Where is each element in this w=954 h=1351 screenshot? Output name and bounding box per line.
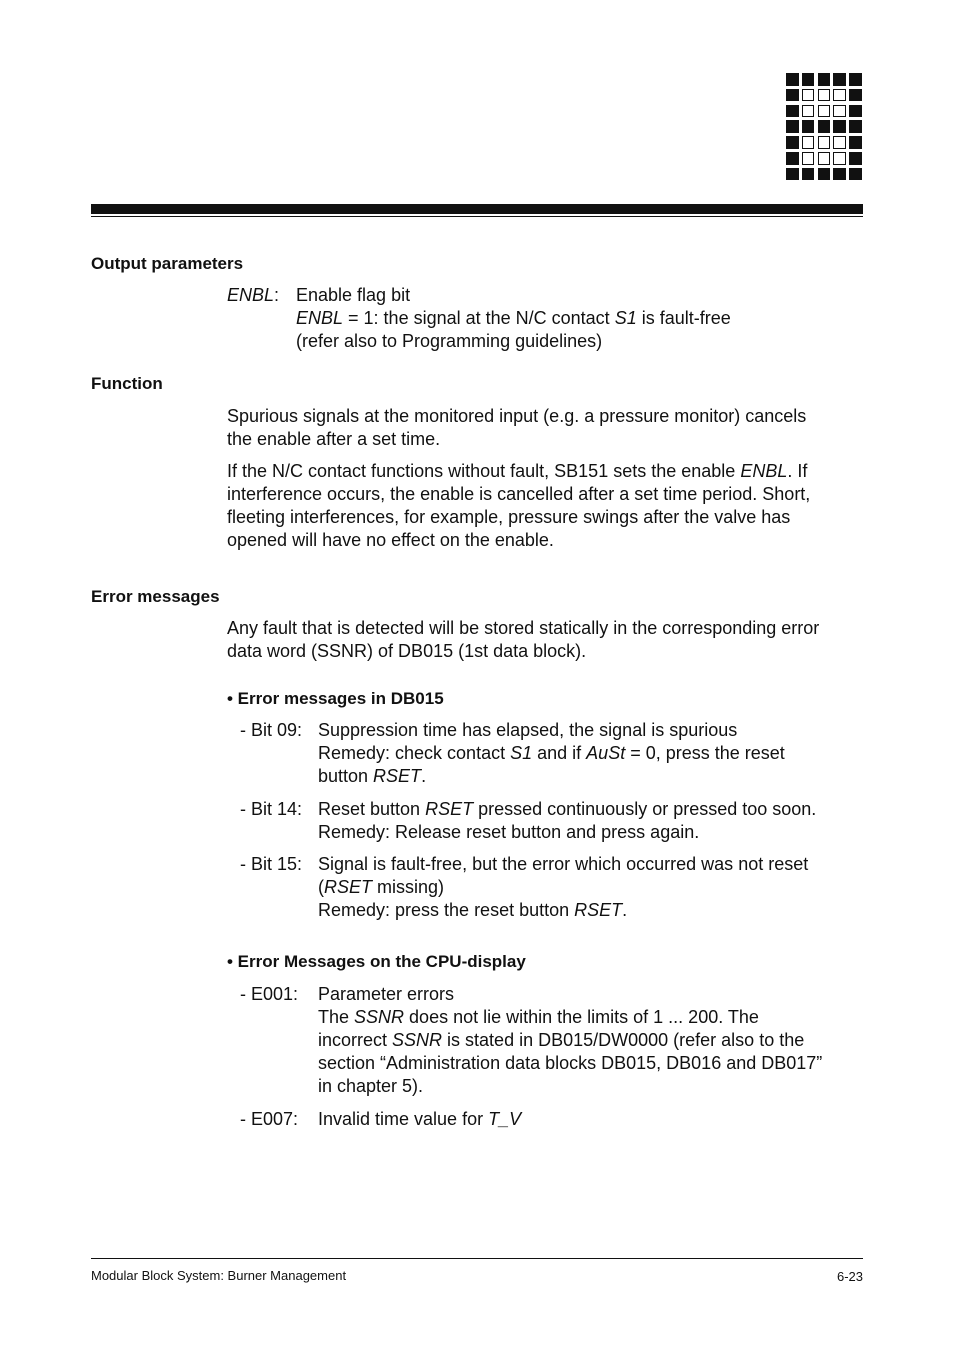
logo-cell (849, 73, 862, 86)
logo-cell (802, 89, 815, 102)
bit15-label: - Bit 15: (240, 854, 303, 874)
header-rule-thick (91, 204, 863, 214)
logo-cell (786, 105, 799, 118)
param-desc: Enable flag bit (296, 285, 411, 305)
e001-label: - E001: (240, 984, 299, 1004)
text: If the N/C contact functions without fault, SB151 sets the enable (227, 461, 741, 481)
section-heading-output-parameters: Output parameters (91, 254, 244, 273)
grid-logo (786, 73, 864, 183)
logo-cell (786, 136, 799, 149)
section-heading-error-messages: Error messages (91, 587, 220, 606)
footer-rule (91, 1258, 863, 1259)
line: Parameter errors (318, 984, 455, 1004)
param-rset: RSET (373, 766, 422, 786)
logo-cell (849, 120, 862, 133)
text: . If (787, 461, 808, 481)
logo-cell (802, 73, 815, 86)
line (318, 876, 808, 899)
logo-cell (833, 73, 846, 86)
line: fleeting interferences, for example, pressure swings after the valve has (227, 507, 791, 527)
logo-cell (818, 152, 831, 165)
param-ssnr: SSNR (392, 1030, 443, 1050)
text: Reset button (318, 799, 426, 819)
text: . (421, 766, 427, 786)
text: Remedy: press the reset button (318, 900, 575, 920)
line: Any fault that is detected will be stored statically in the corresponding error (227, 618, 820, 638)
e007-text (318, 1108, 521, 1131)
logo-cell (802, 168, 815, 181)
logo-cell (849, 89, 862, 102)
logo-cell (786, 89, 799, 102)
error-intro (227, 617, 819, 663)
text: = 0, press the reset (625, 743, 785, 763)
logo-cell (786, 168, 799, 181)
logo-cell (802, 105, 815, 118)
line (318, 742, 785, 765)
logo-cell (818, 73, 831, 86)
e001-text (318, 983, 822, 1098)
line: Signal is fault-free, but the error which occurred was not reset (318, 854, 809, 874)
param-ssnr: SSNR (354, 1007, 405, 1027)
text: does not lie within the limits of 1 ... 200. The (404, 1007, 759, 1027)
footer-title: Modular Block System: Burner Management (91, 1268, 347, 1283)
logo-cell (818, 120, 831, 133)
line: in chapter 5). (318, 1076, 424, 1096)
param-enbl (227, 284, 279, 307)
text: button (318, 766, 374, 786)
line (318, 1006, 822, 1029)
text: is fault-free (636, 308, 731, 328)
logo-cell (833, 152, 846, 165)
param-name-inline: ENBL (296, 308, 344, 328)
logo-cell (833, 136, 846, 149)
line: section “Administration data blocks DB015, DB016 and DB017” (318, 1053, 823, 1073)
line (227, 460, 810, 483)
line (318, 899, 808, 922)
param-rset: RSET (574, 900, 623, 920)
bit14-text (318, 798, 816, 844)
header-rule-thin (91, 216, 863, 217)
text: . (622, 900, 628, 920)
logo-cell (786, 120, 799, 133)
logo-cell (802, 136, 815, 149)
e007-label: - E007: (240, 1109, 299, 1129)
logo-cell (786, 73, 799, 86)
line (318, 765, 785, 788)
logo-cell (833, 105, 846, 118)
text: The (318, 1007, 355, 1027)
bit09-label: - Bit 09: (240, 720, 303, 740)
text: incorrect (318, 1030, 393, 1050)
page-number: 6-23 (836, 1269, 863, 1284)
bit15-text (318, 853, 808, 922)
line: the enable after a set time. (227, 429, 441, 449)
logo-cell (849, 105, 862, 118)
param-name: ENBL (227, 285, 275, 305)
text: ( (318, 877, 324, 897)
line: Spurious signals at the monitored input (e.g. a pressure monitor) cancels (227, 406, 807, 426)
line: Suppression time has elapsed, the signal is spurious (318, 720, 738, 740)
line (318, 798, 816, 821)
logo-cell (818, 105, 831, 118)
logo-cell (786, 152, 799, 165)
logo-cell (833, 89, 846, 102)
logo-cell (849, 152, 862, 165)
param-tv: T_V (488, 1109, 522, 1129)
logo-cell (833, 120, 846, 133)
param-desc-line2 (296, 307, 731, 330)
line: data word (SSNR) of DB015 (1st data block). (227, 641, 587, 661)
text: and if (532, 743, 587, 763)
logo-cell (849, 136, 862, 149)
logo-cell (849, 168, 862, 181)
logo-cell (818, 136, 831, 149)
param-rset: RSET (324, 877, 373, 897)
logo-cell (802, 120, 815, 133)
function-paragraph-1 (227, 405, 806, 451)
line (318, 1029, 822, 1052)
subheading-cpu-display: • Error Messages on the CPU-display (227, 952, 526, 971)
param-desc-line3: (refer also to Programming guidelines) (296, 331, 603, 351)
subheading-db015: • Error messages in DB015 (227, 689, 444, 708)
logo-cell (833, 168, 846, 181)
param-colon: : (274, 285, 280, 305)
logo-cell (818, 89, 831, 102)
logo-cell (818, 168, 831, 181)
param-rset: RSET (425, 799, 474, 819)
function-paragraph-2 (227, 460, 810, 552)
line: opened will have no effect on the enable. (227, 530, 554, 550)
param-aust: AuSt (586, 743, 626, 763)
text: Remedy: check contact (318, 743, 511, 763)
contact-s1: S1 (614, 308, 637, 328)
text: Invalid time value for (318, 1109, 489, 1129)
section-heading-function: Function (91, 374, 163, 393)
logo-cell (802, 152, 815, 165)
line: Remedy: Release reset button and press again. (318, 822, 700, 842)
text: missing) (372, 877, 445, 897)
line: interference occurs, the enable is cancelled after a set time period. Short, (227, 484, 811, 504)
bit14-label: - Bit 14: (240, 799, 303, 819)
text: = 1: the signal at the N/C contact (343, 308, 615, 328)
text: is stated in DB015/DW0000 (refer also to the (442, 1030, 805, 1050)
contact-s1: S1 (510, 743, 533, 763)
bit09-text (318, 719, 785, 788)
text: pressed continuously or pressed too soon. (473, 799, 817, 819)
param-name-inline: ENBL (740, 461, 788, 481)
